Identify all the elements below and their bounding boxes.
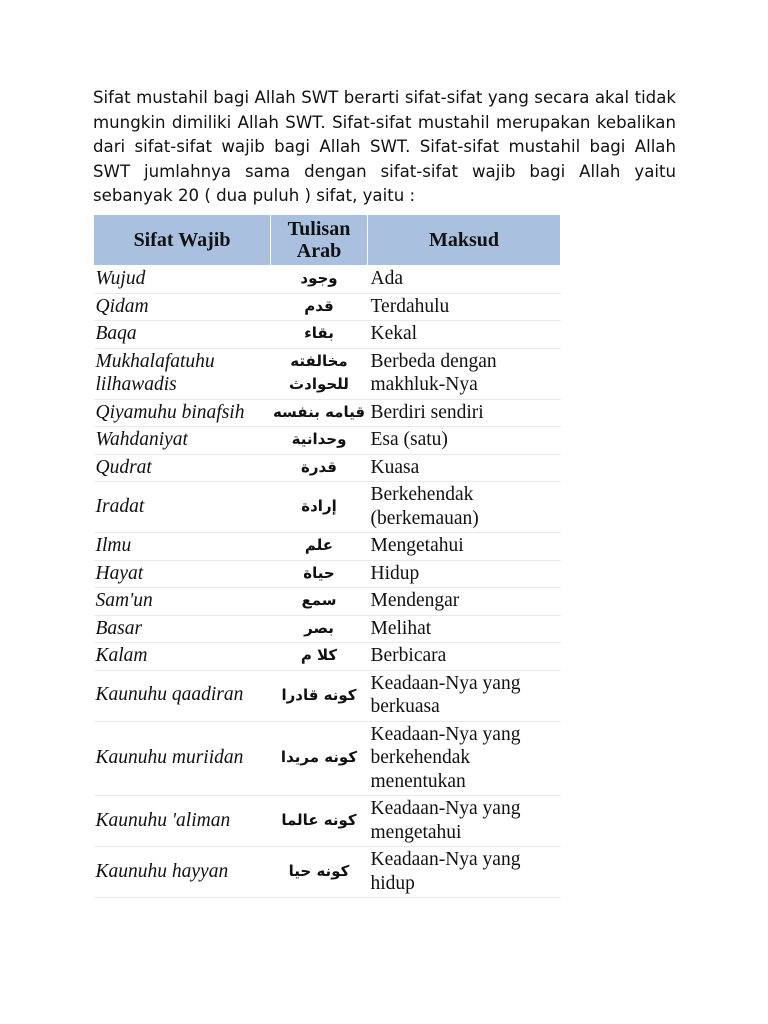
arabic-text: كونه مريدا bbox=[271, 721, 368, 796]
sifat-name: Kaunuhu 'aliman bbox=[94, 796, 271, 847]
table-header bbox=[94, 215, 561, 266]
arabic-text: إرادة bbox=[271, 482, 368, 533]
sifat-name: Kaunuhu muriidan bbox=[94, 721, 271, 796]
sifat-meaning: Esa (satu) bbox=[368, 427, 561, 455]
sifat-name: Wujud bbox=[94, 266, 271, 294]
sifat-name: Iradat bbox=[94, 482, 271, 533]
table-row bbox=[94, 454, 561, 482]
table-row bbox=[94, 533, 561, 561]
sifat-name: Qiyamuhu binafsih bbox=[94, 399, 271, 427]
sifat-meaning: Berdiri sendiri bbox=[368, 399, 561, 427]
sifat-name: Basar bbox=[94, 615, 271, 643]
arabic-text: قدم bbox=[271, 293, 368, 321]
sifat-meaning: Berkehendak (berkemauan) bbox=[368, 482, 561, 533]
sifat-name: Qudrat bbox=[94, 454, 271, 482]
arabic-text: كلا م bbox=[271, 643, 368, 671]
arabic-text: سمع bbox=[271, 588, 368, 616]
sifat-name: Kaunuhu qaadiran bbox=[94, 670, 271, 721]
sifat-meaning: Ada bbox=[368, 266, 561, 294]
sifat-name: Wahdaniyat bbox=[94, 427, 271, 455]
arabic-text: كونه قادرا bbox=[271, 670, 368, 721]
sifat-meaning: Kekal bbox=[368, 321, 561, 349]
sifat-meaning: Mendengar bbox=[368, 588, 561, 616]
arabic-text: مخالفته للحوادث bbox=[271, 348, 368, 399]
arabic-text: بصر bbox=[271, 615, 368, 643]
arabic-text: وحدانية bbox=[271, 427, 368, 455]
arabic-text: حياة bbox=[271, 560, 368, 588]
header-tulisan-arab: Tulisan Arab bbox=[271, 215, 368, 266]
arabic-text: بقاء bbox=[271, 321, 368, 349]
sifat-meaning: Berbicara bbox=[368, 643, 561, 671]
arabic-text: علم bbox=[271, 533, 368, 561]
arabic-text: وجود bbox=[271, 266, 368, 294]
table-row bbox=[94, 266, 561, 294]
table-row bbox=[94, 399, 561, 427]
arabic-text: كونه حيا bbox=[271, 847, 368, 898]
intro-paragraph: Sifat mustahil bagi Allah SWT berarti sifat-sifat yang secara akal tidak mungkin dimiliki Allah SWT. Sifat-sifat mustahil merupakan kebalikan dari sifat-sifat wajib bagi Allah SWT. Sifat-sifat mustahil bagi Allah SWT jumlahnya sama dengan sifat-sifat wajib bagi Allah yaitu sebanyak 20 ( dua puluh ) sifat, yaitu : bbox=[93, 88, 676, 206]
sifat-wajib-table bbox=[93, 214, 561, 898]
table-row bbox=[94, 796, 561, 847]
sifat-meaning: Berbeda dengan makhluk-Nya bbox=[368, 348, 561, 399]
sifat-name: Ilmu bbox=[94, 533, 271, 561]
sifat-name: Kaunuhu hayyan bbox=[94, 847, 271, 898]
sifat-meaning: Keadaan-Nya yang berkuasa bbox=[368, 670, 561, 721]
table-body bbox=[94, 266, 561, 898]
table-row bbox=[94, 321, 561, 349]
table-row bbox=[94, 293, 561, 321]
table-row bbox=[94, 847, 561, 898]
sifat-meaning: Keadaan-Nya yang hidup bbox=[368, 847, 561, 898]
sifat-name: Qidam bbox=[94, 293, 271, 321]
table-row bbox=[94, 721, 561, 796]
table-row bbox=[94, 588, 561, 616]
sifat-name: Sam'un bbox=[94, 588, 271, 616]
table-row bbox=[94, 643, 561, 671]
table-row bbox=[94, 482, 561, 533]
sifat-meaning: Keadaan-Nya yang berkehendak menentukan bbox=[368, 721, 561, 796]
arabic-text: قيامه بنفسه bbox=[271, 399, 368, 427]
sifat-meaning: Mengetahui bbox=[368, 533, 561, 561]
table-row bbox=[94, 427, 561, 455]
sifat-meaning: Terdahulu bbox=[368, 293, 561, 321]
sifat-name: Hayat bbox=[94, 560, 271, 588]
sifat-name: Baqa bbox=[94, 321, 271, 349]
header-maksud: Maksud bbox=[368, 215, 561, 266]
sifat-meaning: Melihat bbox=[368, 615, 561, 643]
header-sifat-wajib: Sifat Wajib bbox=[94, 215, 271, 266]
table-row bbox=[94, 670, 561, 721]
sifat-meaning: Keadaan-Nya yang mengetahui bbox=[368, 796, 561, 847]
sifat-name: Mukhalafatuhu lilhawadis bbox=[94, 348, 271, 399]
arabic-text: كونه عالما bbox=[271, 796, 368, 847]
arabic-text: قدرة bbox=[271, 454, 368, 482]
sifat-name: Kalam bbox=[94, 643, 271, 671]
header-row bbox=[94, 215, 561, 266]
table-row bbox=[94, 348, 561, 399]
table-row bbox=[94, 615, 561, 643]
table-row bbox=[94, 560, 561, 588]
sifat-meaning: Hidup bbox=[368, 560, 561, 588]
sifat-meaning: Kuasa bbox=[368, 454, 561, 482]
